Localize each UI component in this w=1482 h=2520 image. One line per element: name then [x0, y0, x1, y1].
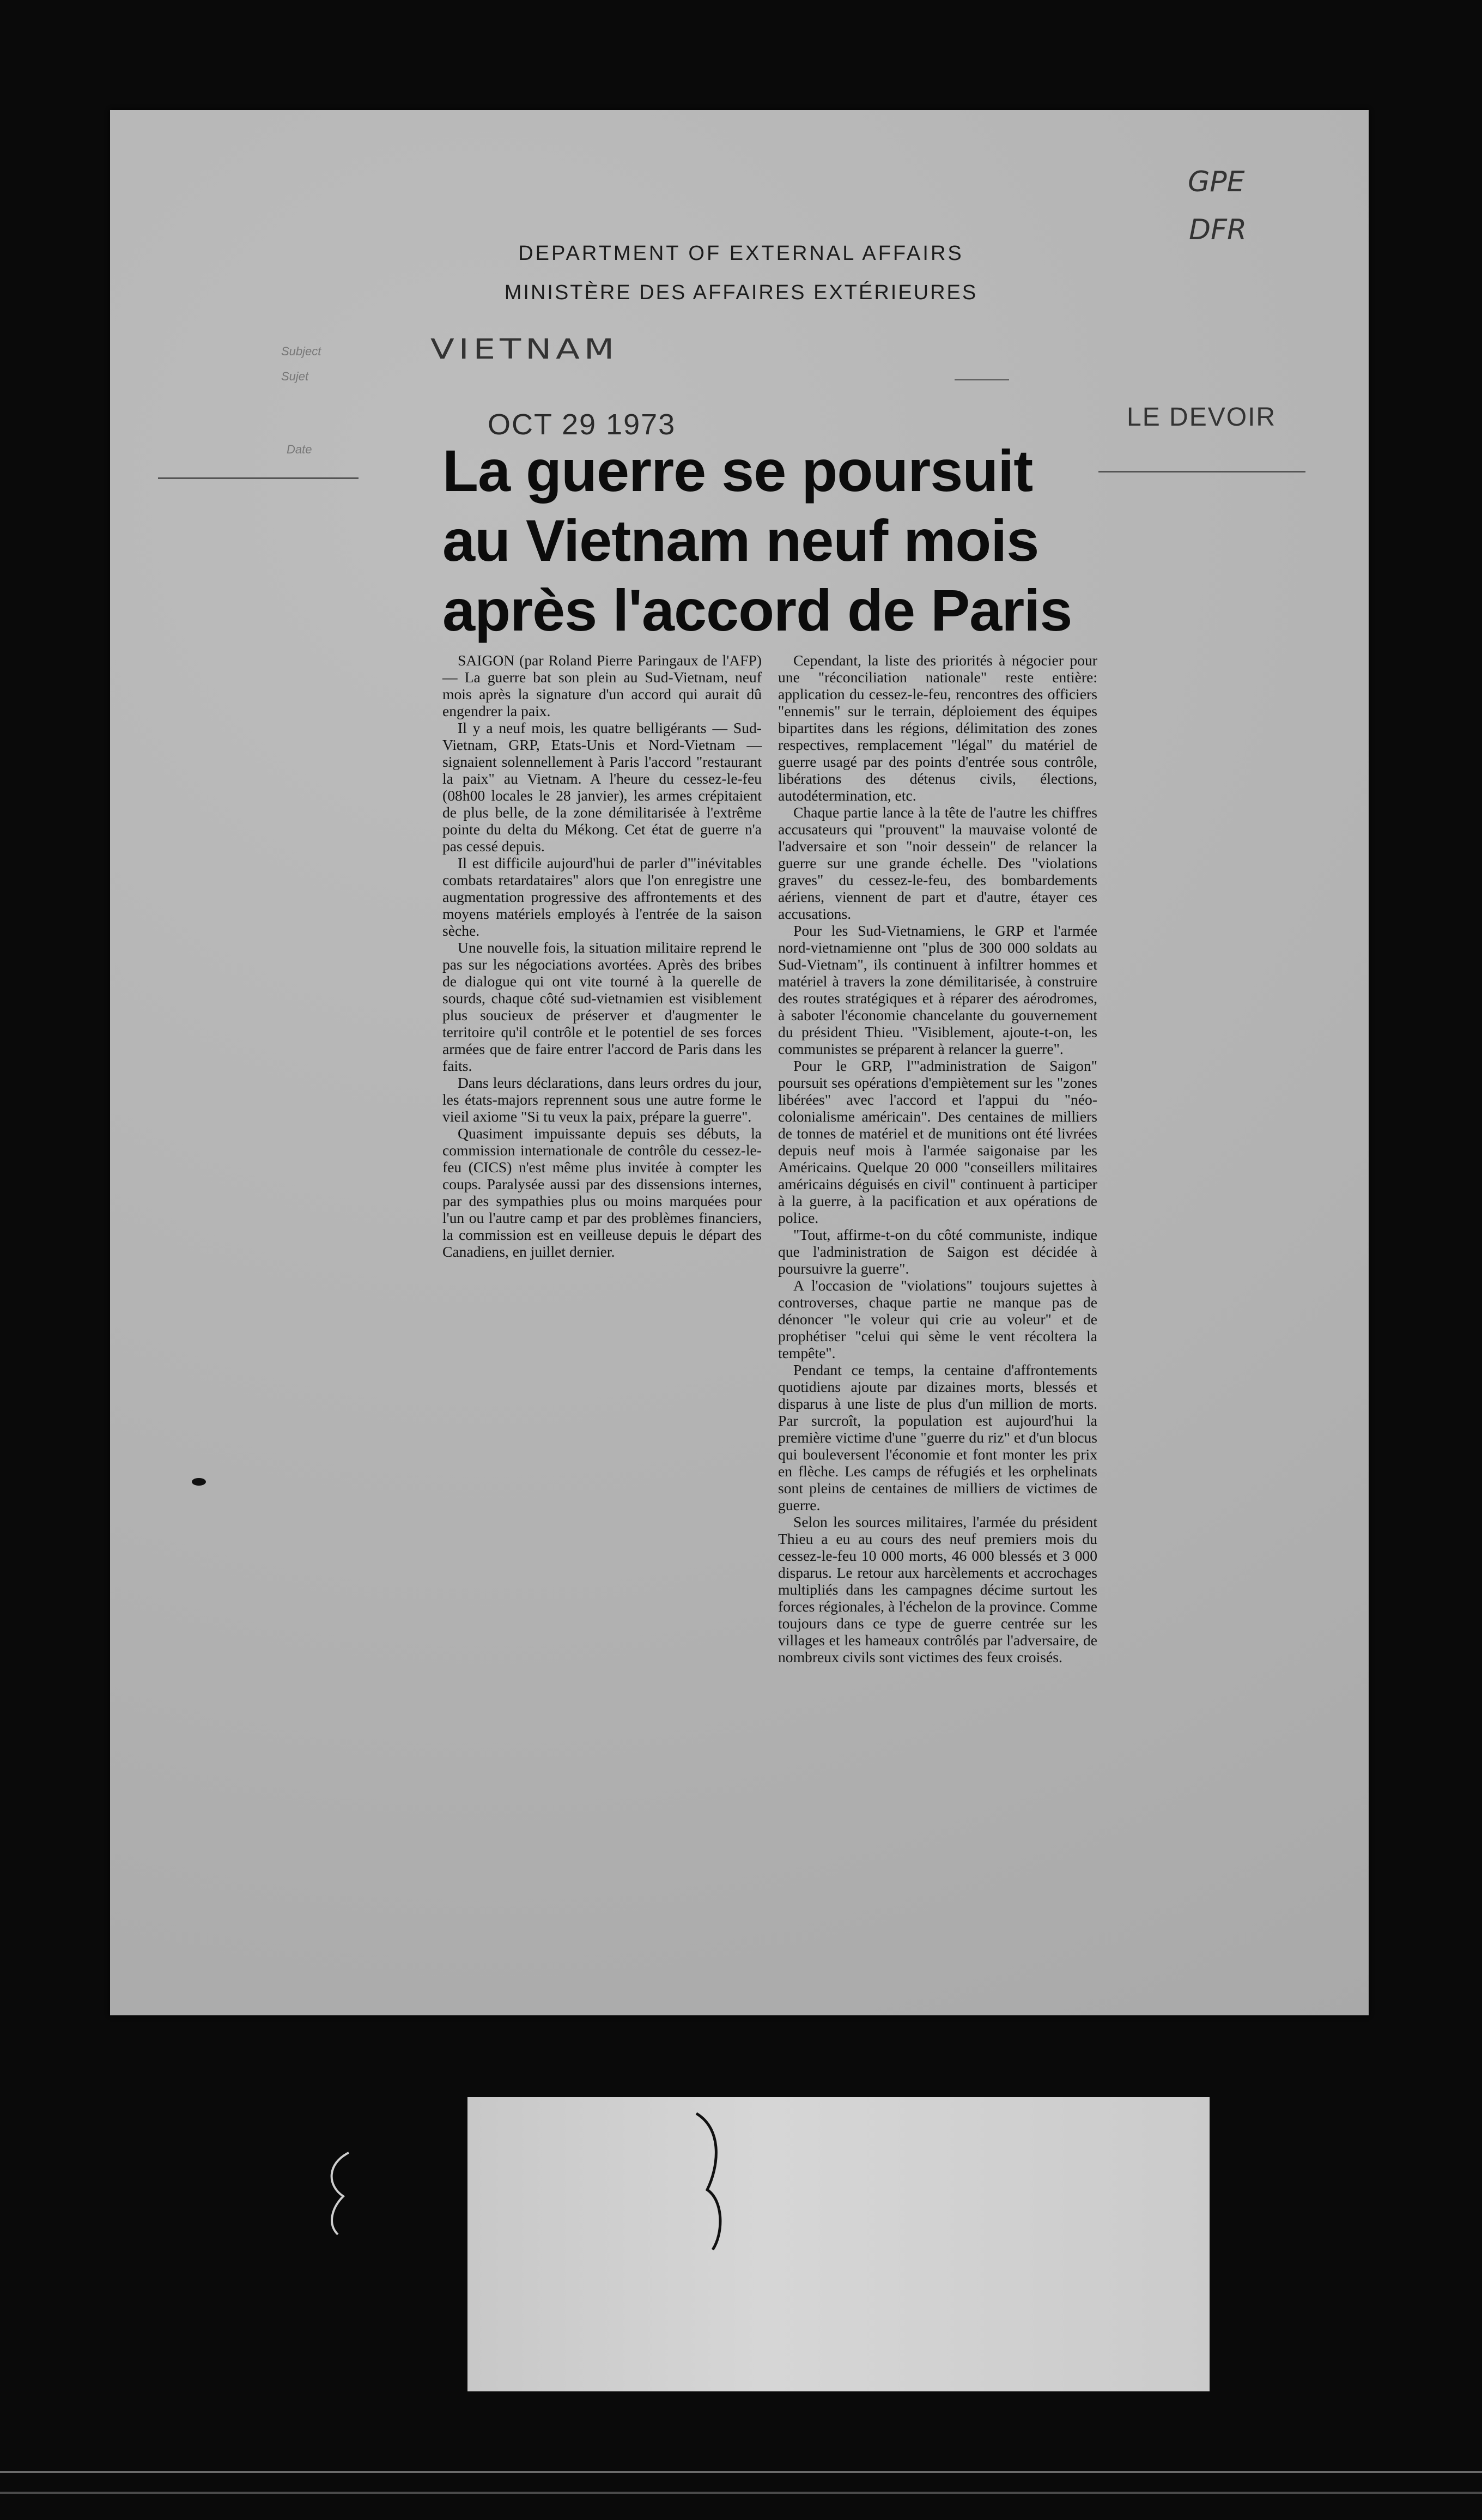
- paragraph: "Tout, affirme-t-on du côté communiste, indique que l'administration de Saigon est décidée à poursuivre la guerre".: [778, 1226, 1097, 1277]
- handwritten-subject: VIETNAM: [430, 333, 619, 366]
- paragraph: Pour le GRP, l'"administration de Saigon" poursuit ses opérations d'empiètement sur les "zones libérées" avec l'accord et l'appui du "néo-colonialisme américain". Des centaines de milliers de tonnes de matériel et de munitions ont été livrées depuis neuf mois à l'armée saigonaise par les Américains. Quelque 20 000 "conseillers militaires américains déguisés en civil" continuent à participer à la guerre, à la pacification et aux opérations de police.: [778, 1057, 1097, 1226]
- department-fr: MINISTÈRE DES AFFAIRES EXTÉRIEURES: [504, 281, 978, 304]
- headline-line-2: au Vietnam neuf mois: [442, 507, 1039, 573]
- paragraph: Pour les Sud-Vietnamiens, le GRP et l'armée nord-vietnamienne ont "plus de 300 000 soldats au Sud-Vietnam", ils continuent à infiltrer hommes et matériel à travers la zone démilitarisée, à construire des routes stratégiques et à réparer des aérodromes, à saboter l'économie chancelante du gouvernement du président Thieu. "Visiblement, ajoute-t-on, les communistes se préparent à relancer la guerre".: [778, 922, 1097, 1057]
- newspaper-name: LE DEVOIR: [1127, 403, 1277, 432]
- paragraph: Cependant, la liste des priorités à négocier pour une "réconciliation nationale" reste entière: application du cessez-le-feu, rencontres des officiers "ennemis" sur le terrain, déploiement des équipes bipartites dans les régions, délimitation des zones respectives, remplacement "légal" du matériel de guerre usagé par des points d'entrée sous contrôle, libérations des détenus civils, élections, autodétermination, etc.: [778, 652, 1097, 804]
- scratch-mark: [305, 2142, 414, 2251]
- date-stamp: OCT 29 1973: [488, 408, 676, 441]
- rule-right: [1098, 471, 1305, 472]
- pen-mark: [467, 2097, 1210, 2391]
- paragraph: SAIGON (par Roland Pierre Paringaux de l'AFP) — La guerre bat son plein au Sud-Vietnam, neuf mois après la signature d'un accord qui aurait dû engendrer la paix.: [442, 652, 762, 719]
- paragraph: Quasiment impuissante depuis ses débuts, la commission internationale de contrôle du cessez-le-feu (CICS) n'est même plus invitée à compter les coups. Paralysée aussi par des dissensions internes, par des sympathies plus ou moins marquées pour l'un ou l'autre camp et par des problèmes financiers, la commission est en veilleuse depuis le départ des Canadiens, en juillet dernier.: [442, 1125, 762, 1260]
- paragraph: Dans leurs déclarations, dans leurs ordres du jour, les états-majors reprennent sous une autre forme le vieil axiome "Si tu veux la paix, prépare la guerre".: [442, 1074, 762, 1125]
- handwritten-note-dfr: DFR: [1189, 214, 1247, 246]
- article-column-left: [442, 652, 762, 1260]
- handwritten-note-gpe: GPE: [1188, 166, 1245, 198]
- headline-line-3: après l'accord de Paris: [442, 577, 1072, 643]
- article-headline: [442, 436, 1129, 645]
- paragraph: Il y a neuf mois, les quatre belligérants — Sud-Vietnam, GRP, Etats-Unis et Nord-Vietnam — signaient solennellement à Paris l'accord "restaurant la paix" au Vietnam. A l'heure du cessez-le-feu (08h00 locales le 28 janvier), les armes crépitaient de plus belle, de la zone démilitarisée à l'extrême pointe du delta du Mékong. Cet état de guerre n'a pas cessé depuis.: [442, 719, 762, 855]
- label-subject: Subject: [281, 344, 321, 358]
- paper-slip: [467, 2097, 1210, 2391]
- paragraph: Il est difficile aujourd'hui de parler d'"inévitables combats retardataires" alors que l'on enregistre une augmentation progressive des affrontements et des moyens matériels employés à l'entrée de la saison sèche.: [442, 855, 762, 939]
- rule-left: [158, 477, 359, 479]
- film-edge-rule: [0, 2471, 1482, 2473]
- ink-spot: [192, 1478, 206, 1486]
- department-en: DEPARTMENT OF EXTERNAL AFFAIRS: [518, 242, 964, 265]
- paragraph: Selon les sources militaires, l'armée du président Thieu a eu au cours des neuf premiers mois du cessez-le-feu 10 000 morts, 46 000 blessés et 3 000 disparus. Le retour aux harcèlements et accrochages multipliés dans les campagnes décime surtout les forces régionales, à l'échelon de la province. Comme toujours dans ce type de guerre centrée sur les villages et les hameaux contrôlés par l'adversaire, de nombreux civils sont victimes des feux croisés.: [778, 1513, 1097, 1665]
- paragraph: Chaque partie lance à la tête de l'autre les chiffres accusateurs qui "prouvent" la mauvaise volonté de l'adversaire et son "noir dessein" de relancer la guerre sur une grande échelle. Des "violations graves" du cessez-le-feu, des bombardements aériens, viennent de part et d'autre, étayer ces accusations.: [778, 804, 1097, 922]
- label-sujet: Sujet: [281, 369, 309, 383]
- rule-subject: [955, 379, 1009, 380]
- paragraph: A l'occasion de "violations" toujours sujettes à controverses, chaque partie ne manque pas de dénoncer "le voleur qui crie au voleur" et de prophétiser "celui qui sème le vent récoltera la tempête".: [778, 1277, 1097, 1361]
- film-edge-rule: [0, 2492, 1482, 2494]
- article-column-right: [778, 652, 1097, 1665]
- label-date: Date: [287, 443, 312, 456]
- paragraph: Une nouvelle fois, la situation militaire reprend le pas sur les négociations avortées. Après des bribes de dialogue qui ont vite tourné à la querelle de sourds, chaque côté sud-vietnamien est visiblement plus soucieux de préserver et d'augmenter le territoire qu'il contrôle et le potentiel de ses forces armées que de faire entrer l'accord de Paris dans les faits.: [442, 939, 762, 1074]
- paragraph: Pendant ce temps, la centaine d'affrontements quotidiens ajoute par dizaines morts, blessés et disparus à une liste de plus d'un million de morts. Par surcroît, la population est aujourd'hui la première victime d'une "guerre du riz" et d'un blocus qui bouleversent l'économie et font monter les prix en flèche. Les camps de réfugiés et les orphelinats sont pleins de centaines de milliers de victimes de guerre.: [778, 1361, 1097, 1513]
- headline-line-1: La guerre se poursuit: [442, 438, 1033, 504]
